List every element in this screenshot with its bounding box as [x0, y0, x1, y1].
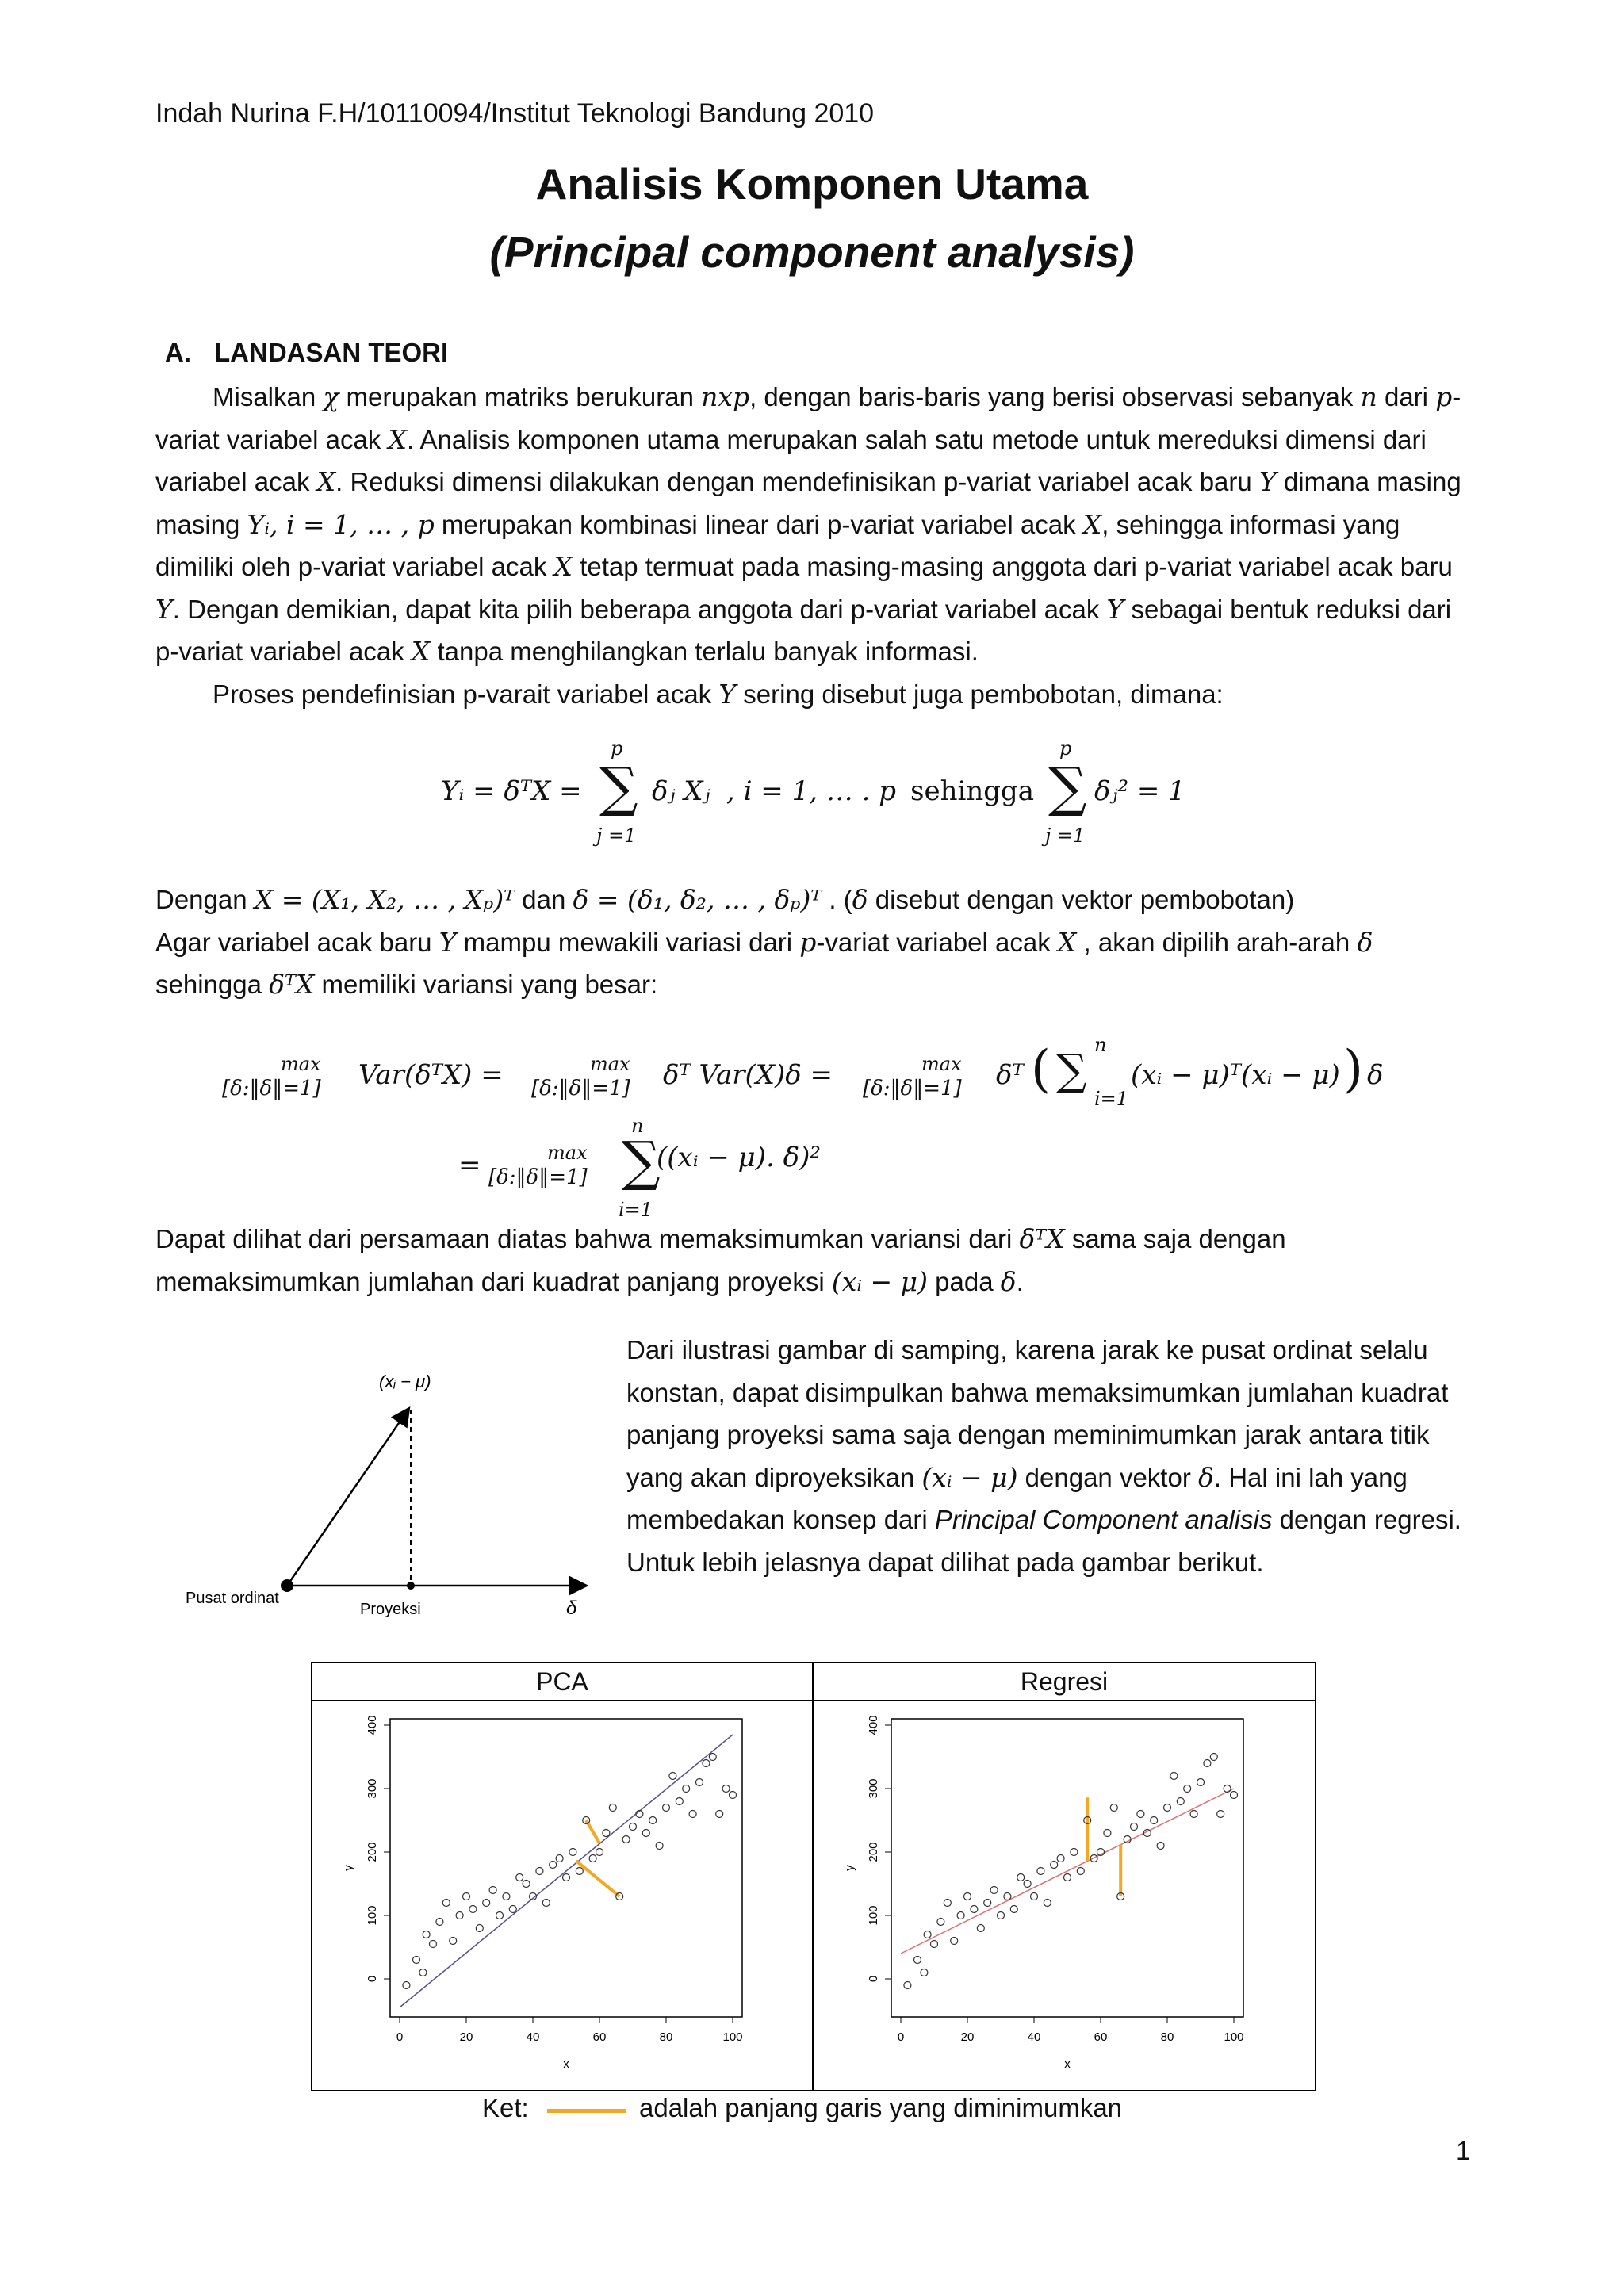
illus-top-label: (xᵢ − μ) [379, 1372, 431, 1391]
eq2-sum-b-bottom: i=1 [619, 1199, 653, 1221]
data-point [523, 1881, 530, 1888]
y-axis-label: y [843, 1865, 856, 1871]
math-p: p [799, 926, 817, 958]
text-run: . ( [822, 885, 852, 914]
text-run: Dapat dilihat dari persamaan diatas bahwa memaksimumkan variansi dari [155, 1224, 1020, 1253]
math-delta: δ [1000, 1265, 1017, 1297]
data-point [596, 1849, 603, 1856]
data-point [709, 1754, 716, 1761]
eq2-f3a: δᵀ [996, 1059, 1024, 1091]
x-tick-label: 20 [960, 2030, 975, 2044]
data-point [603, 1830, 610, 1837]
data-point [1157, 1843, 1164, 1850]
data-point [442, 1900, 450, 1907]
text-run: . Dengan demikian, dapat kita pilih beberapa anggota dari p-variat variabel acak [172, 594, 1107, 624]
paragraph-1 [155, 376, 1472, 673]
eq1-sum2: ∑ [1048, 756, 1087, 819]
data-point [1071, 1849, 1078, 1856]
text-run: -variat variabel acak [155, 382, 1461, 454]
data-point [503, 1893, 510, 1900]
data-point [703, 1760, 710, 1767]
data-point [463, 1893, 470, 1900]
text-run: sehingga [155, 970, 270, 999]
math-p: p [1435, 381, 1453, 412]
author-header: Indah Nurina F.H/10110094/Institut Teknologi Bandung 2010 [155, 98, 875, 128]
text-run: sering disebut juga pembobotan, dimana: [736, 679, 1224, 709]
eq2-cond-2: [δ:‖δ‖=1] [531, 1077, 630, 1100]
math-X: X [411, 636, 431, 667]
origin-point [281, 1579, 293, 1592]
data-point [430, 1941, 437, 1948]
eq2-f3c: δ [1367, 1059, 1384, 1091]
section-number: A. [165, 338, 191, 367]
eq2-max-4: max [547, 1142, 588, 1164]
x-tick-label: 60 [1094, 2030, 1108, 2044]
math-delta: δ [852, 884, 868, 915]
data-point [1210, 1754, 1217, 1761]
y-tick-label: 200 [366, 1842, 379, 1862]
eq1-term2: δⱼ² = 1 [1094, 775, 1185, 807]
data-point [1037, 1868, 1044, 1875]
math-Y: Y [1258, 466, 1277, 497]
math-X: X [1057, 926, 1077, 958]
text-run: . Reduksi dimensi dilakukan dengan mendefinisikan p-variat variabel acak baru [335, 467, 1259, 496]
text-run: sama saja dengan memaksimumkan jumlahan dari kuadrat panjang proyeksi [155, 1224, 1286, 1296]
illus-delta-label: δ [566, 1598, 577, 1619]
eq2-paren-open: ( [1031, 1040, 1051, 1099]
data-point [649, 1817, 657, 1824]
eq1-sum: ∑ [599, 756, 638, 819]
data-point [689, 1811, 696, 1818]
paragraph-3 [155, 878, 1472, 921]
data-point [1231, 1792, 1238, 1799]
vector-arrow [287, 1408, 409, 1586]
data-point [937, 1919, 944, 1926]
data-point [1051, 1862, 1058, 1869]
eq1-sum2-top: p [1059, 737, 1072, 760]
data-point [509, 1906, 516, 1913]
math-deltaTX: δᵀX [1019, 1223, 1065, 1254]
text-run: sebagai bentuk reduksi dari p-variat variabel acak [155, 594, 1452, 666]
projection-illustration [174, 1348, 619, 1633]
data-point [1044, 1900, 1051, 1907]
comparison-figure [311, 1662, 1316, 2091]
section-heading [165, 338, 448, 368]
math-n: n [1360, 381, 1377, 412]
x-axis-label: x [563, 2057, 569, 2071]
math-Yi: Yᵢ [247, 508, 270, 540]
data-point [1184, 1785, 1191, 1793]
data-point [904, 1982, 911, 1989]
data-point [403, 1982, 410, 1989]
page-subtitle: (Principal component analysis) [489, 228, 1135, 277]
x-tick-label: 100 [722, 2030, 743, 2044]
text-run: pada [928, 1266, 1001, 1296]
data-point [569, 1849, 576, 1856]
data-point [957, 1912, 964, 1919]
math-delta: δ [1357, 926, 1373, 958]
text-run: dan [522, 885, 573, 914]
eq1-sum2-bottom: j =1 [1045, 825, 1086, 847]
math-nxp: nxp [701, 381, 750, 412]
math-delta: δ [1197, 1461, 1214, 1493]
data-point [998, 1912, 1005, 1919]
data-point [483, 1900, 490, 1907]
x-tick-label: 80 [659, 2030, 673, 2044]
pca-scatter-plot [312, 1701, 812, 2090]
text-run: disebut dengan vektor pembobotan) [868, 885, 1295, 914]
text-run: -variat variabel acak [816, 927, 1058, 957]
x-tick-label: 60 [592, 2030, 607, 2044]
y-tick-label: 300 [867, 1778, 880, 1799]
data-point [914, 1957, 921, 1964]
y-tick-label: 200 [867, 1842, 880, 1862]
data-point [550, 1862, 557, 1869]
text-run-italic: Principal Component analisis [934, 1505, 1273, 1534]
eq1-sum-top: p [611, 737, 623, 760]
y-tick-label: 400 [867, 1715, 880, 1735]
data-point [722, 1785, 730, 1793]
data-point [669, 1773, 676, 1780]
data-point [436, 1919, 443, 1926]
text-run: . Analisis komponen utama merupakan salah satu metode untuk mereduksi dimensi dari variabel acak [155, 424, 1427, 496]
math-xi-mu: (xᵢ − μ) [831, 1265, 928, 1297]
text-run: tetap termuat pada masing-masing anggota dari p-variat variabel acak baru [573, 552, 1453, 581]
data-point [1224, 1785, 1231, 1793]
data-point [563, 1874, 570, 1881]
math-chi: χ [323, 381, 339, 412]
eq2-f2: δᵀ Var(X)δ = [663, 1059, 833, 1091]
text-run: . [1016, 1266, 1024, 1296]
y-tick-label: 100 [366, 1905, 379, 1926]
text-run: , dengan baris-baris yang berisi observasi sebanyak [749, 382, 1361, 411]
eq1-term: δⱼ Xⱼ [652, 775, 710, 807]
data-point [542, 1900, 550, 1907]
section-name: LANDASAN TEORI [214, 338, 449, 367]
data-point [1104, 1830, 1111, 1837]
legend-text: adalah panjang garis yang diminimumkan [639, 2093, 1123, 2122]
data-point [977, 1925, 984, 1932]
data-point [730, 1792, 737, 1799]
data-point [1110, 1804, 1117, 1812]
data-point [489, 1887, 496, 1894]
data-point [609, 1804, 616, 1812]
eq2-paren-close: ) [1343, 1040, 1363, 1099]
data-point [1131, 1823, 1138, 1831]
y-tick-label: 400 [366, 1715, 379, 1735]
eq1-sum-bottom: j =1 [596, 825, 637, 847]
paragraph-4 [155, 921, 1472, 1006]
math-deltaTX: δᵀX [269, 969, 315, 1000]
math-delta-vector: δ = (δ₁, δ₂, … , δₚ)ᵀ [573, 884, 822, 915]
x-tick-label: 40 [526, 2030, 540, 2044]
eq1-range: , i = 1, … . p [726, 775, 897, 807]
eq2-sum-a: ∑ [1056, 1045, 1087, 1095]
data-point [1170, 1773, 1178, 1780]
eq2-f3b: (xᵢ − μ)ᵀ(xᵢ − μ) [1131, 1059, 1340, 1091]
math-Y: Y [718, 678, 737, 710]
text-run: mampu mewakili variasi dari [456, 927, 800, 957]
data-point [931, 1941, 938, 1948]
data-point [971, 1906, 978, 1913]
eq2-cond-4: [δ:‖δ‖=1] [488, 1165, 588, 1189]
x-tick-label: 0 [897, 2030, 905, 2044]
illus-proj-label: Proyeksi [360, 1601, 421, 1618]
math-X: X [388, 423, 407, 455]
eq2-equals: = [458, 1150, 481, 1181]
text-run: dengan regresi. Untuk lebih jelasnya dapat dilihat pada gambar berikut. [626, 1505, 1461, 1577]
data-point [656, 1843, 663, 1850]
data-point [423, 1931, 430, 1938]
data-point [516, 1874, 523, 1881]
data-point [642, 1830, 649, 1837]
page-title: Analisis Komponen Utama [535, 159, 1089, 209]
eq2-f1: Var(δᵀX) = [358, 1059, 504, 1091]
pca-residual-segment [576, 1861, 620, 1896]
data-point [1164, 1804, 1171, 1812]
legend-prefix: Ket: [482, 2093, 529, 2122]
y-axis-label: y [342, 1865, 355, 1871]
data-point [536, 1868, 543, 1875]
illus-origin-label: Pusat ordinat [186, 1590, 279, 1607]
text-run: dengan vektor [1017, 1462, 1198, 1492]
data-point [1151, 1817, 1158, 1824]
theory-text-2 [155, 878, 1472, 1006]
pca-panel-title: PCA [312, 1663, 812, 1701]
data-point [576, 1868, 583, 1875]
data-point [1010, 1906, 1017, 1913]
eq2-sum-b: ∑ [622, 1131, 661, 1193]
data-point [556, 1855, 563, 1862]
data-point [1031, 1893, 1038, 1900]
regresi-panel-title: Regresi [814, 1663, 1315, 1701]
text-run: dimana masing masing [155, 467, 1461, 539]
text-run: . Hal ini lah yang membedakan konsep dari [626, 1462, 1408, 1534]
x-tick-label: 40 [1027, 2030, 1041, 2044]
eq1-lhs: Yᵢ = δᵀX = [441, 775, 582, 807]
data-point [663, 1804, 670, 1812]
text-run: merupakan kombinasi linear dari p-variat variabel acak [434, 509, 1083, 539]
text-run: Dari ilustrasi gambar di samping, karena jarak ke pusat ordinat selalu konstan, dapat disimpulkan bahwa memaksimumkan jumlahan kuadrat panjang proyeksi sama saja dengan meminimumkan jarak antara titik yang akan diproyeksikan [626, 1335, 1449, 1492]
data-point [696, 1779, 703, 1786]
regression-line [901, 1789, 1234, 1954]
data-point [1064, 1874, 1071, 1881]
data-point [924, 1931, 931, 1938]
y-tick-label: 0 [366, 1975, 379, 1983]
page-number: 1 [1456, 2136, 1471, 2165]
x-tick-label: 20 [459, 2030, 473, 2044]
data-point [951, 1938, 958, 1945]
eq2-sum-a-top: n [1094, 1034, 1107, 1056]
paragraph-6 [626, 1329, 1483, 1583]
data-point [1017, 1874, 1025, 1881]
math-X: X [1082, 508, 1102, 540]
text-run: memiliki variansi yang besar: [314, 970, 658, 999]
text-run: , sehingga informasi yang dimiliki oleh p-variat variabel acak [155, 509, 1400, 581]
data-point [1004, 1893, 1011, 1900]
data-point [1197, 1779, 1205, 1786]
data-point [476, 1925, 483, 1932]
data-point [683, 1785, 690, 1793]
data-point [1204, 1760, 1211, 1767]
eq2-max-2: max [590, 1053, 630, 1075]
eq2-sum-b-top: n [631, 1115, 644, 1137]
text-run: merupakan matriks berukuran [339, 382, 702, 411]
data-point [944, 1900, 951, 1907]
data-point [1177, 1798, 1184, 1805]
math-Y: Y [155, 593, 173, 625]
math-xi-mu: (xᵢ − μ) [921, 1461, 1018, 1493]
data-point [676, 1798, 683, 1805]
math-Y: Y [1106, 593, 1124, 625]
math-X: X [553, 551, 573, 582]
data-point [630, 1823, 637, 1831]
plot-frame [891, 1719, 1243, 2017]
eq1-word: sehingga [910, 775, 1035, 807]
data-point [716, 1811, 723, 1818]
data-point [419, 1969, 427, 1976]
math-X-vector: X = (X₁, X₂, … , Xₚ)ᵀ [254, 884, 515, 915]
theory-text [155, 376, 1472, 715]
data-point [622, 1836, 630, 1843]
x-tick-label: 80 [1160, 2030, 1174, 2044]
x-axis-label: x [1064, 2057, 1071, 2071]
eq2-f4: ((xᵢ − μ). δ)² [657, 1142, 821, 1173]
projection-point [407, 1582, 415, 1590]
data-point [1137, 1811, 1144, 1818]
pca-component-line [400, 1735, 733, 2007]
theory-text-3 [155, 1218, 1472, 1303]
text-run: , akan dipilih arah-arah [1076, 927, 1358, 957]
data-point [456, 1912, 463, 1919]
y-tick-label: 0 [867, 1975, 880, 1983]
data-point [496, 1912, 504, 1919]
data-point [1217, 1811, 1224, 1818]
text-run: Dengan [155, 885, 255, 914]
eq2-max-1: max [281, 1053, 321, 1075]
text-run: Misalkan [213, 382, 324, 411]
regresi-scatter-plot [814, 1701, 1313, 2090]
data-point [1077, 1868, 1084, 1875]
eq2-max-3: max [921, 1053, 962, 1075]
data-point [1024, 1881, 1031, 1888]
text-run: Agar variabel acak baru [155, 927, 439, 957]
data-point [450, 1938, 457, 1945]
text-run: Proses pendefinisian p-varait variabel acak [213, 679, 719, 709]
text-run: tanpa menghilangkan terlalu banyak informasi. [430, 637, 979, 666]
y-tick-label: 100 [867, 1905, 880, 1926]
data-point [1190, 1811, 1197, 1818]
x-tick-label: 100 [1224, 2030, 1244, 2044]
data-point [990, 1887, 998, 1894]
y-tick-label: 300 [366, 1778, 379, 1799]
math-i-range: , i = 1, … , p [270, 508, 435, 540]
legend-orange-line [547, 2109, 626, 2113]
data-point [589, 1855, 596, 1862]
math-Y: Y [439, 926, 457, 958]
eq2-sum-a-bottom: i=1 [1094, 1088, 1129, 1110]
text-run: dari [1377, 382, 1436, 411]
x-tick-label: 0 [396, 2030, 404, 2044]
data-point [964, 1893, 971, 1900]
data-point [469, 1906, 477, 1913]
data-point [1057, 1855, 1064, 1862]
eq2-cond-1: [δ:‖δ‖=1] [222, 1077, 321, 1100]
data-point [921, 1969, 928, 1976]
data-point [413, 1957, 420, 1964]
math-X: X [316, 466, 336, 497]
paragraph-2 [155, 673, 1472, 716]
eq2-cond-3: [δ:‖δ‖=1] [863, 1077, 962, 1100]
data-point [984, 1900, 991, 1907]
paragraph-5 [155, 1218, 1472, 1303]
